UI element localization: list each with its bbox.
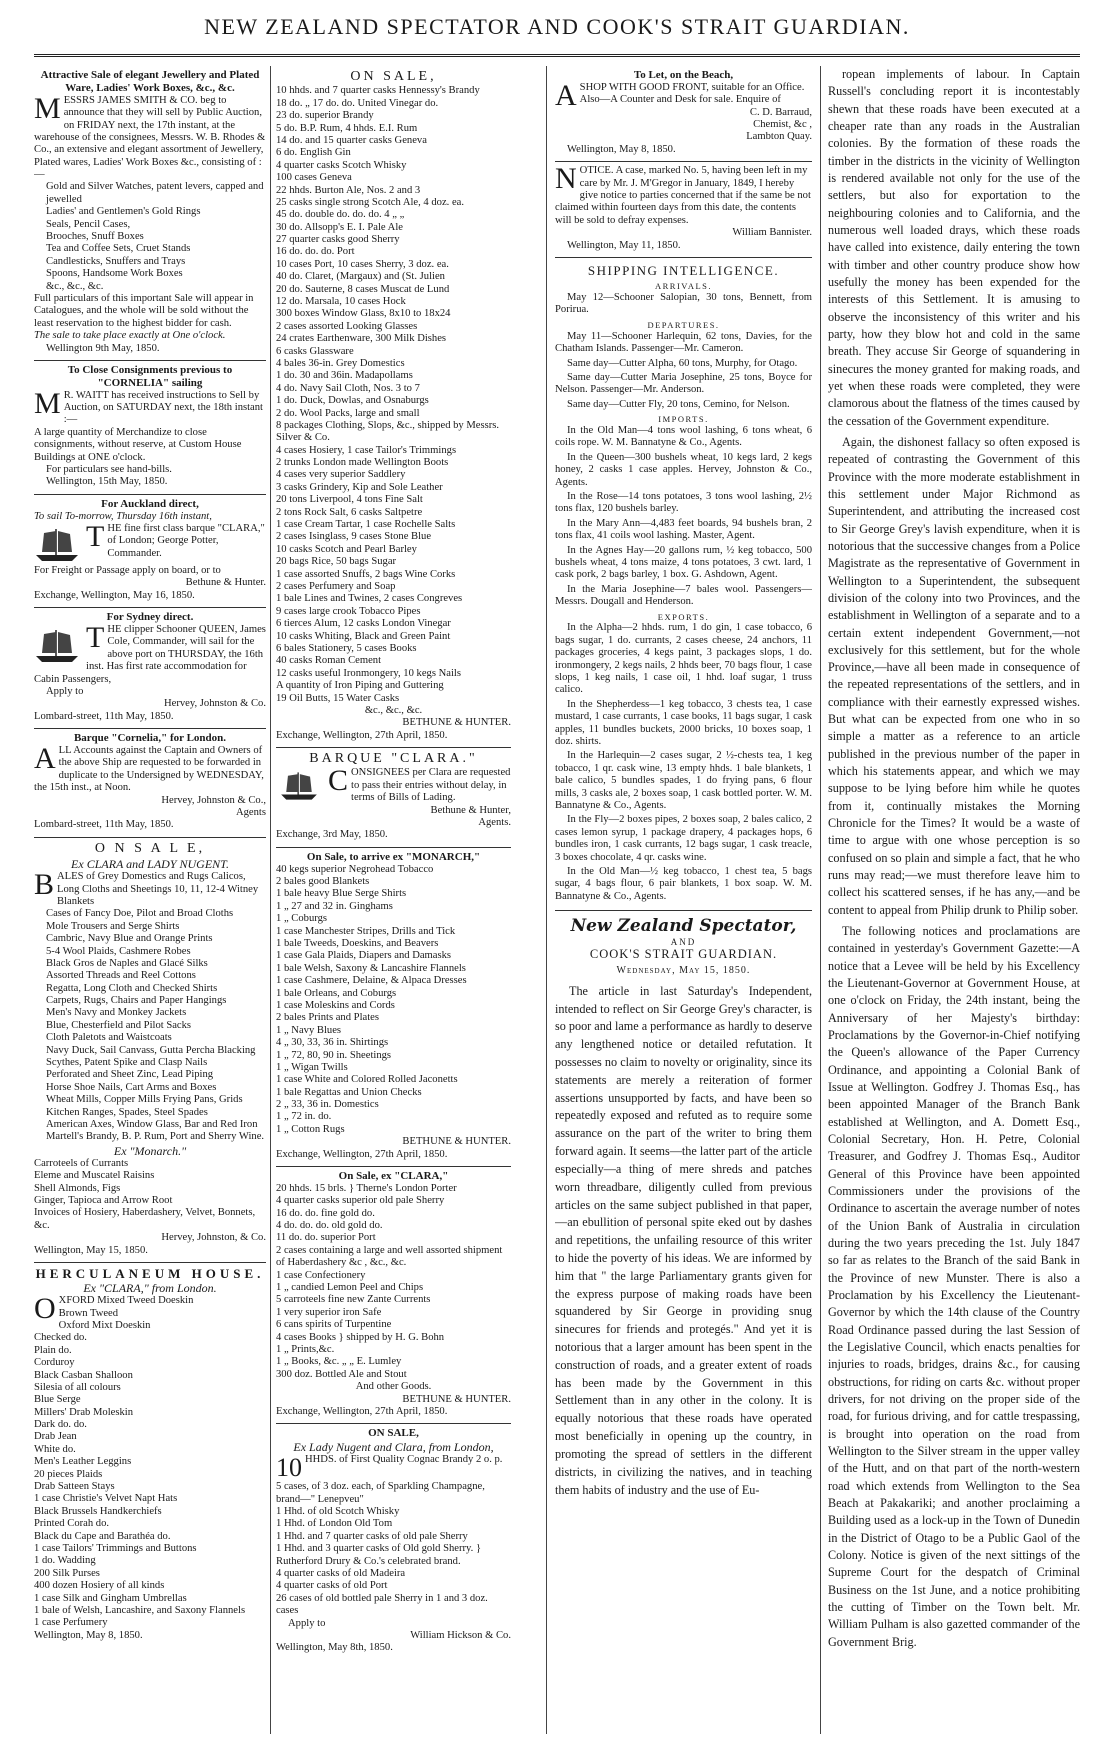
list-item: Eleme and Muscatel Raisins	[34, 1170, 155, 1182]
column-4	[828, 66, 1080, 1734]
list-item: Dark do. do.	[34, 1419, 87, 1431]
list-item: 4 do. do. do. old gold do.	[276, 1220, 383, 1232]
ad-agent: Hervey, Johnston & Co.,	[161, 794, 266, 806]
shipping-intelligence	[555, 258, 812, 911]
ad-subtitle: Ex Lady Nugent and Clara, from London,	[293, 1440, 494, 1455]
list-item: 1 „ 27 and 32 in. Ginghams	[276, 900, 393, 912]
list-item: 1 case Confectionery	[276, 1269, 366, 1281]
list-item: 100 cases Geneva	[276, 172, 352, 184]
column-divider	[270, 66, 271, 1734]
ship-icon	[34, 525, 80, 565]
ad-note: And other Goods.	[355, 1381, 432, 1393]
ad-agent: Bethune & Hunter,	[430, 804, 511, 816]
list-item: 2 cases Isinglass, 9 cases Stone Blue	[276, 531, 432, 543]
ad-body: HE fine first class barque "CLARA," of London; George Potter, Commander.	[107, 523, 265, 559]
column-divider	[546, 66, 547, 1734]
list-item: Tea and Coffee Sets, Cruet Stands	[46, 243, 191, 255]
list-item: 40 do. Claret, (Margaux) and (St. Julien	[276, 271, 445, 283]
list-item: 1 bale Welsh, Saxony & Lancashire Flannels	[276, 962, 466, 974]
list-item: 14 do. and 15 quarter casks Geneva	[276, 134, 427, 146]
list-item: 10 casks Scotch and Pearl Barley	[276, 543, 417, 555]
list-item: 10 cases Port, 10 cases Sherry, 3 doz. ea.	[276, 258, 449, 270]
ad-title: On Sale, ex "CLARA,"	[338, 1170, 449, 1183]
list-paragraph: In the Shepherdess—1 keg tobacco, 3 chests tea, 1 case mustard, 1 case currants, 1 case books, 11 bags sugar, 1 cask apples, 11 bundles buckets, 2000 bricks, 10 boxes soap, 1 doz. shirts.	[555, 698, 812, 747]
ship-icon	[276, 769, 322, 803]
ad-body: R. WAITT has received instructions to Sell by Auction, on SATURDAY next, the 18th instant :—	[63, 389, 264, 426]
item-list	[34, 1158, 266, 1232]
list-paragraph: In the Harlequin—2 cases sugar, 2 ½-chests tea, 1 keg tobacco, 1 qr. cask wine, 13 empty hhds. 1 bale blankets, 1 bale calico, 5 bundles spades, 1 do frying pans, 6 flour mills, 3 casks ale, 2 boxes soap, 1 cask bottled porter. W. M. Bannatyne & Co., Agents.	[555, 750, 812, 811]
list-item: Spoons, Handsome Work Boxes	[46, 268, 183, 280]
list-item: Scythes, Patent Spike and Clasp Nails	[46, 1057, 208, 1069]
list-item: 10 hhds. and 7 quarter casks Hennessy's Brandy	[276, 85, 480, 97]
list-item: Cambric, Navy Blue and Orange Prints	[46, 933, 213, 945]
editorial-date: Wednesday, May 15, 1850.	[616, 965, 751, 977]
ad-body: HE clipper Schooner QUEEN, James Cole, Commander, will sail for the above port on THURSDAY, the 16th inst. Has first rate accommodation for Cabin Passengers,	[34, 624, 266, 685]
list-item: 1 do. Wadding	[34, 1555, 96, 1567]
ad-date: Wellington, May 15, 1850.	[34, 1244, 148, 1256]
list-item: 19 Oil Butts, 15 Water Casks	[276, 692, 400, 704]
ad-agent: Chemist, &c ,	[753, 119, 812, 131]
list-item: Blue, Chesterfield and Pilot Sacks	[46, 1019, 192, 1031]
ad-title: For Sydney direct.	[106, 611, 194, 624]
ad-body: LL Accounts against the Captain and Owners of the above Ship are requested to be forwarded in duplicate to the Undersigned by WEDNESDAY, the 15th inst., at Noon.	[34, 745, 264, 794]
list-item: 1 Hhd. of old Scotch Whisky	[276, 1505, 400, 1517]
list-item: Corduroy	[34, 1357, 75, 1369]
list-item: 4 quarter casks superior old pale Sherry	[276, 1195, 445, 1207]
list-item: 1 Hhd. of London Old Tom	[276, 1518, 393, 1530]
ad-sydney: For Sydney direct. THE clipper Schooner QUEEN, James Cole, Commander, will sail for the above port on THURSDAY, the 16th inst. Has first rate accommodation for Cabin Passengers, Apply to Hervey, Johnston & Co. Lombard-street, 11th May, 1850.	[34, 608, 266, 729]
list-item: Silesia of all colours	[34, 1381, 121, 1393]
list-item: 4 cases very superior Saddlery	[276, 469, 406, 481]
list-item: Ginger, Tapioca and Arrow Root	[34, 1194, 173, 1206]
list-item: Men's Navy and Monkey Jackets	[46, 1007, 187, 1019]
list-item: 45 do. double do. do. do. 4 „ „	[276, 209, 405, 221]
paper-name-2: COOK'S STRAIT GUARDIAN.	[589, 947, 778, 962]
ad-date: Exchange, Wellington, 27th April, 1850.	[276, 1148, 448, 1160]
list-item: Printed Corah do.	[34, 1518, 110, 1530]
ad-date: Lombard-street, 11th May, 1850.	[34, 819, 174, 831]
list-paragraph: May 11—Schooner Harlequin, 62 tons, Davies, for the Chatham Islands. Passenger—Mr. Cameron.	[555, 330, 812, 355]
ad-notice: NOTICE. A case, marked No. 5, having been left in my care by Mr. J. M'Gregor in January, 1849, I hereby give notice to parties concerned that if the same be not claimed within fourteen days from this date, the contents will be sold to defray expenses. William Bannister. Wellington, May 11, 1850.	[555, 162, 812, 258]
ad-auckland: For Auckland direct, To sail To-morrow, Thursday 16th instant, THE fine first class barque "CLARA," of London; George Potter, Commander. For Freight or Passage apply on board, or to Bethune & Hunter. Exchange, Wellington, May 16, 1850.	[34, 495, 266, 608]
list-item: 6 casks Glassware	[276, 345, 354, 357]
item-list	[276, 1195, 511, 1381]
ad-title: ON SALE,	[368, 1427, 419, 1440]
item-list	[276, 85, 511, 705]
list-paragraph: In the Old Man—4 tons wool lashing, 6 tons wheat, 6 coils rope. W. M. Bannatyne & Co., Agents.	[555, 425, 812, 449]
top-rule	[34, 54, 1080, 57]
list-item: 4 quarter casks of old Madeira	[276, 1567, 406, 1579]
list-item: 4 quarter casks Scotch Whisky	[276, 159, 407, 171]
ad-agent: Hervey, Johnston, & Co.	[161, 1232, 266, 1244]
list-item: &c., &c., &c.	[46, 280, 104, 292]
ad-agent: Lambton Quay.	[746, 131, 812, 143]
list-paragraph: Same day—Cutter Fly, 20 tons, Cemino, for Nelson.	[567, 398, 790, 410]
ad-subtitle: Ex "Monarch."	[113, 1143, 187, 1158]
paper-and: AND	[670, 936, 697, 947]
list-item: Shell Almonds, Figs	[34, 1182, 121, 1194]
list-paragraph: In the Mary Ann—4,483 feet boards, 94 bushels bran, 2 tons flax, 41 coils wool lashing. Master, Agent.	[555, 517, 812, 542]
list-item: 1 do. Duck, Dowlas, and Osnaburgs	[276, 395, 429, 407]
list-item: 1 „ Navy Blues	[276, 1024, 342, 1036]
list-item: 4 bales 36-in. Grey Domestics	[276, 357, 405, 369]
list-item: 4 „ 30, 33, 36 in. Shirtings	[276, 1037, 389, 1049]
list-item: Carpets, Rugs, Chairs and Paper Hangings	[46, 995, 227, 1007]
list-item: 1 bale Tweeds, Doeskins, and Beavers	[276, 938, 439, 949]
list-item: 22 hhds. Burton Ale, Nos. 2 and 3	[276, 184, 421, 196]
list-paragraph: In the Old Man—½ keg tobacco, 1 chest tea, 5 bags sugar, 4 bags flour, 6 pair blankets, 1 box soap. W. M. Bannatyne & Co., Agents.	[555, 865, 812, 902]
column-divider	[820, 66, 821, 1734]
list-item: 1 case Silk and Gingham Umbrellas	[34, 1592, 187, 1604]
ad-body: ESSRS JAMES SMITH & CO. beg to announce that they will sell by Public Auction, on FRIDAY next, the 17th instant, at the warehouse of the consignees, Messrs. W. B. Rhodes & Co., an extensive and elegant assortment of Jewellery, Plated wares, Ladies' Work Boxes &c., consisting of :—	[34, 94, 266, 181]
sub-heading: DEPARTURES.	[647, 319, 720, 330]
ad-body: For Freight or Passage apply on board, or to	[34, 565, 221, 577]
list-item: 8 packages Clothing, Slops, &c., shipped by Messrs. Silver & Co.	[276, 419, 500, 444]
list-item: 4 cases Books } shipped by H. G. Bohn	[276, 1331, 445, 1343]
ad-date: Wellington, May 11, 1850.	[567, 239, 681, 251]
list-paragraph: In the Agnes Hay—20 gallons rum, ½ keg tobacco, 500 bushels wheat, 4 tons maize, 4 tons potatoes, 3 cwt. lard, 1 cask pork, 2 bags barley, 1 box. G. Ashdown, Agent.	[555, 544, 812, 581]
list-item: 20 do. Sauterne, 8 cases Muscat de Lund	[276, 283, 450, 295]
list-item: Drab Jean	[34, 1431, 77, 1443]
list-item: 2 tons Rock Salt, 6 casks Saltpetre	[276, 506, 423, 518]
list-item: 12 casks useful Ironmongery, 10 kegs Nails	[276, 667, 461, 679]
paragraph: ropean implements of labour. In Captain Russell's concluding report it is incontestably shewn that these roads have been executed at a cheaper rate than any roads in the Australian colonies. By the formation of these roads the timber in the districts in the vicinity of Wellington is rendered available not only for the use of the settlers, but also for exportation to the neighbouring colonies and to California, and the numerous well loaded drays, which these roads have called into existence, daily entering the town with timber and other country produce show how usefully the money has been expended for the interests of this Settlement. It is amusing to observe the inconsistency of this writer and his party, how they blow hot and cold in the same breath. They accuse Sir George of squandering in sinecures the money granted for making roads, and yet when these roads were completed, they were clamorous about the flatness of the times caused by the cessation of the Government expenditure.	[828, 67, 1080, 428]
list-item: 1 bale heavy Blue Serge Shirts	[276, 888, 407, 900]
list-item: 1 case Christie's Velvet Napt Hats	[34, 1493, 178, 1505]
ad-title: O N S A L E,	[94, 840, 206, 856]
list-item: 27 quarter casks good Sherry	[276, 234, 400, 246]
ad-date: Exchange, Wellington, 27th April, 1850.	[276, 1405, 448, 1417]
list-item: 3 casks Grindery, Kip and Sole Leather	[276, 481, 443, 493]
list-item: 1 case Tailors' Trimmings and Buttons	[34, 1542, 197, 1554]
list-item: 300 doz. Bottled Ale and Stout	[276, 1368, 407, 1380]
item-list	[34, 181, 266, 293]
ad-title: ON SALE,	[350, 69, 437, 84]
list-item: 6 cans spirits of Turpentine	[276, 1319, 392, 1331]
list-item: 1 „ Prints,&c.	[276, 1343, 335, 1355]
ad-date: Wellington, May 8th, 1850.	[276, 1642, 393, 1654]
ad-date: Wellington, 15th May, 1850.	[46, 476, 168, 488]
ad-body: ONSIGNEES per Clara are requested to pass their entries without delay, in terms of Bills of Lading.	[351, 767, 511, 804]
list-item: 4 do. Navy Sail Cloth, Nos. 3 to 7	[276, 382, 420, 394]
list-item: 2 bales Prints and Plates	[276, 1012, 379, 1024]
ad-body: SHOP WITH GOOD FRONT, suitable for an Office. Also—A Counter and Desk for sale. Enquire of	[579, 81, 805, 106]
ad-date: Exchange, Wellington, May 16, 1850.	[34, 589, 195, 601]
departures-list	[555, 331, 812, 411]
list-item: 12 do. Marsala, 10 cases Hock	[276, 296, 406, 308]
ad-agents: Agents.	[478, 817, 511, 829]
list-item: 5-4 Wool Plaids, Cashmere Robes	[46, 945, 191, 957]
list-item: 4 cases Hosiery, 1 case Tailor's Trimmings	[276, 444, 457, 456]
list-item: Ladies' and Gentlemen's Gold Rings	[46, 206, 201, 218]
list-item: Navy Duck, Sail Canvass, Gutta Percha Blacking	[46, 1044, 256, 1056]
list-paragraph: Same day—Cutter Alpha, 60 tons, Murphy, for Otago.	[567, 357, 798, 369]
list-item: American Axes, Window Glass, Bar and Red Iron	[46, 1118, 258, 1130]
ad-subtitle: To sail To-morrow, Thursday 16th instant,	[34, 510, 212, 522]
list-item: 10 casks Whiting, Black and Green Paint	[276, 630, 451, 642]
list-item: 1 „ Wigan Twills	[276, 1061, 348, 1073]
list-item: 20 pieces Plaids	[34, 1468, 103, 1480]
list-item: 200 Silk Purses	[34, 1567, 100, 1579]
section-title: SHIPPING INTELLIGENCE.	[587, 262, 780, 278]
list-item: 1 „ 72, 80, 90 in. Sheetings	[276, 1049, 392, 1061]
editorial-continued	[828, 66, 1080, 1651]
ad-body: A large quantity of Merchandize to close consignments, without reserve, at Custom House Buildings at ONE o'clock.	[34, 426, 242, 463]
list-item: Martell's Brandy, B. P. Rum, Port and Sherry Wine.	[46, 1131, 265, 1143]
ad-porter: 20 hhds. 15 brls. } Therne's London Porter	[276, 1182, 457, 1194]
list-item: Mole Trousers and Serge Shirts	[46, 920, 180, 932]
list-item: 6 tierces Alum, 12 casks London Vinegar	[276, 618, 451, 630]
ad-jewellery: Attractive Sale of elegant Jewellery and Plated Ware, Ladies' Work Boxes, &c., &c. MESSRS JAMES SMITH & CO. beg to announce that they will sell by Public Auction, on FRIDAY next, the 17th instant, at the warehouse of the consignees, Messrs. W. B. Rhodes & Co., an extensive and elegant assortment of Jewellery, Plated wares, Ladies' Work Boxes &c., consisting of :— Gold and Silver Watches, patent levers, capped and jewelled Ladies' and Gentlemen's Gold Rings Seals, Pencil Cases, Brooches, Snuff Boxes Tea and Coffee Sets, Cruet Stands Candlesticks, Snuffers and Trays Spoons, Handsome Work Boxes &c., &c., &c. Full particulars of this important Sale will appear in Catalogues, and the whole will be sold without the least reservation to the highest bidder for cash. The sale to take place exactly at One o'clock. Wellington 9th May, 1850.	[34, 66, 266, 361]
list-item: 1 case Cream Tartar, 1 case Rochelle Salts	[276, 519, 456, 531]
masthead: NEW ZEALAND SPECTATOR AND COOK'S STRAIT GUARDIAN.	[204, 14, 910, 39]
paragraph: The article in last Saturday's Independent, intended to reflect on Sir George Grey's character, is so poor and lame a performance as hardly to deserve any lengthened notice or detailed refutation. It possesses no claim to novelty or originality, since its statements are merely a reiteration of former assertions unsupported by facts, and have been so repeatedly exposed and refuted as to require some assurance on the part of the writer to bring them forward again. It seems—the latter part of the article especially—a thing of mere shreds and patches worn threadbare, diligently culled from previous articles on the same subject published in that paper,—an ebullition of personal spite eked out by dashes and repetitions, the unfailing resource of this writer to hide the poverty of his ideas. We are informed by him that " the large Parliamentary grants given for the express purpose of making roads have been squandered by Sir George in providing snug sinecures for friends and protegés." And yet it is notorious that a larger amount has been spent in the construction of roads, and a greater extent of roads has been made by the Government in this Settlement than in any other in the colony. It is equally notorious that these roads have operated most beneficially in opening up the country, in promoting the spread of settlers in the different districts, in civilizing the natives, and in teaching them habits of industry and the use of Eu-	[555, 983, 812, 1497]
editorial	[555, 917, 812, 1499]
list-item: 1 bale of Welsh, Lancashire, and Saxony Flannels	[34, 1604, 246, 1616]
ad-title: On Sale, to arrive ex "MONARCH,"	[306, 850, 481, 863]
list-item: 2 cases assorted Looking Glasses	[276, 320, 418, 332]
ad-body: HHDS. of First Quality Cognac Brandy 2 o. p.	[305, 1454, 503, 1466]
paragraph: Again, the dishonest fallacy so often exposed is repeated of contrasting the Government of this Province with the more moderate establishment in this settlement under Major Richmond as Superintendent, and attributing the increased cost to Sir George Grey's lavish expenditure, when it is notorious that the successive changes from a Police Magistrate as the representative of Government in Wellington to a Superintendent, the subsequent division of the colony into two Provinces, and the establishment in Wellington of a separate and to a certain extent independent Government,—not exclusively for this settlement, but for the whole Province,—have all been made in consequence of the repeated representations of the settlers, and in compliance with their earnestly expressed wishes. But what can be expected from one who in so simple a matter as a reference to an article published in the previous number of the paper in which his statements appear, and which we may suppose to be lying before him while he quotes from it, continually mistakes the Morning Chronicle for the Times? It would be a waste of time to argue with one whose perception is so confused on so plain and simple a fact, that he who runs may read;—we must therefore leave him to collect his scattered senses, if he has any,—and be content to appeal from Philip drunk to Philip sober.	[828, 434, 1080, 917]
list-item: 11 do. do. superior Port	[276, 1232, 376, 1244]
list-item: 1 case Moleskins and Cords	[276, 999, 395, 1011]
ad-title: To Close Consignments previous to "CORNELIA" sailing	[67, 363, 233, 389]
list-item: 1 „ Books, &c. „ „ E. Lumley	[276, 1356, 402, 1368]
ad-agent: BETHUNE & HUNTER.	[402, 717, 511, 729]
sub-heading: ARRIVALS.	[654, 281, 713, 292]
list-item: 2 „ 33, 36 in. Domestics	[276, 1099, 379, 1111]
list-item: 40 kegs superior Negrohead Tobacco	[276, 863, 434, 875]
list-item: 5 carroteels fine new Zante Currents	[276, 1294, 431, 1306]
list-item: 1 case assorted Snuffs, 2 bags Wine Corks	[276, 568, 456, 580]
ad-brandy: ON SALE, Ex Lady Nugent and Clara, from London, 10 HHDS. of First Quality Cognac Brandy 2 o. p. 5 cases, of 3 doz. each, of Sparkling Champagne, brand—" Lenepveu" 1 Hhd. of old Scotch Whisky 1 Hhd. of London Old Tom 1 Hhd. and 7 quarter casks of old pale Sherry 1 Hhd. and 3 quarter casks of Old gold Sherry. } Rutherford Drury & Co.'s celebrated brand. 4 quarter casks of old Madeira 4 quarter casks of old Port 26 cases of old bottled pale Sherry in 1 and 3 doz. cases Apply to William Hickson & Co. Wellington, May 8th, 1850.	[276, 1427, 511, 1654]
ad-etc: &c., &c., &c.	[364, 704, 423, 716]
list-item: Checked do.	[34, 1332, 87, 1344]
ad-date: Lombard-street, 11th May, 1850.	[34, 710, 174, 722]
list-item: Brown Tweed	[58, 1307, 119, 1319]
ad-herculaneum: HERCULANEUM HOUSE. Ex "CLARA," from London. O XFORD Mixed Tweed Doeskin Brown Tweed Oxford Mixt Doeskin Checked do. Plain do. Corduroy Black Casban Shalloon Silesia of all colours Blue Serge Millers' Drab Moleskin Dark do. do. Drab Jean White do. Men's Leather Leggins 20 pieces Plaids Drab Satteen Stays 1 case Christie's Velvet Napt Hats Black Brussels Handkerchiefs Printed Corah do. Black du Cape and Barathéa do. 1 case Tailors' Trimmings and Buttons 1 do. Wadding 200 Silk Purses 400 dozen Hosiery of all kinds 1 case Silk and Gingham Umbrellas 1 bale of Welsh, Lancashire, and Saxony Flannels 1 case Perfumery Wellington, May 8, 1850.	[34, 1265, 265, 1641]
list-item: 1 case Cashmere, Delaine, & Alpaca Dresses	[276, 975, 467, 987]
list-item: 1 bale Orleans, and Coburgs	[276, 987, 397, 999]
ad-title: Attractive Sale of elegant Jewellery and Plated Ware, Ladies' Work Boxes, &c., &c.	[40, 69, 260, 94]
ad-title: BARQUE "CLARA."	[309, 751, 478, 767]
ad-agent: BETHUNE & HUNTER.	[402, 1393, 511, 1405]
ad-ex-clara	[276, 1167, 511, 1424]
list-item: Millers' Drab Moleskin	[34, 1406, 134, 1418]
list-item: Assorted Threads and Reel Cottons	[46, 970, 196, 982]
item-list	[276, 864, 511, 1137]
list-item: Men's Leather Leggins	[34, 1456, 132, 1468]
list-item: Oxford Mixt Doeskin	[58, 1319, 151, 1331]
list-paragraph: In the Queen—300 bushels wheat, 10 kegs lard, 2 kegs honey, 2 casks 1 case apples. Hervey, Johnston & Co., Agents.	[555, 451, 812, 488]
ad-agents: Agents	[235, 806, 266, 818]
item-list	[276, 1481, 511, 1617]
ad-title: Barque "Cornelia," for London.	[73, 732, 227, 745]
list-item: Blue Serge	[34, 1394, 81, 1406]
list-item: 1 „ Cotton Rugs	[276, 1123, 345, 1135]
list-item: 1 do. 30 and 36in. Madapollams	[276, 370, 413, 382]
list-item: Perforated and Sheet Zinc, Lead Piping	[46, 1069, 214, 1081]
list-item: 300 boxes Window Glass, 8x10 to 18x24	[276, 308, 451, 320]
list-item: 1 case Manchester Stripes, Drills and Tick	[276, 925, 456, 937]
list-item: Seals, Pencil Cases,	[46, 218, 131, 230]
list-item: XFORD Mixed Tweed Doeskin	[58, 1295, 194, 1307]
list-item: 1 very superior iron Safe	[276, 1306, 382, 1318]
ad-cornelia: To Close Consignments previous to "CORNELIA" sailing M R. WAITT has received instructions to Sell by Auction, on SATURDAY next, the 18th instant :— A large quantity of Merchandize to close consignments, without reserve, at Custom House Buildings at ONE o'clock. For particulars see hand-bills. Wellington, 15th May, 1850.	[34, 361, 266, 495]
ad-subtitle: Ex "CLARA," from London.	[83, 1281, 217, 1296]
column-2	[276, 66, 511, 1734]
ad-body: OTICE. A case, marked No. 5, having been left in my care by Mr. J. M'Gregor in January, 1849, I hereby give notice to parties concerned that if the same be not claimed within fourteen days from this date, the contents will be sold to defray expenses.	[555, 165, 811, 226]
list-item: 1 bale Lines and Twines, 2 cases Congreves	[276, 593, 463, 605]
list-item: Cases of Fancy Doe, Pilot and Broad Cloths	[46, 908, 234, 920]
ad-subtitle: Ex CLARA and LADY NUGENT.	[71, 857, 229, 872]
ad-on-sale-spirits	[276, 66, 511, 748]
list-item: 5 do. B.P. Rum, 4 hhds. E.I. Rum	[276, 122, 418, 134]
list-item: Black Casban Shalloon	[34, 1369, 133, 1381]
list-item: Black Gros de Naples and Glacé Silks	[46, 957, 208, 969]
list-item: Kitchen Ranges, Spades, Steel Spades	[46, 1106, 208, 1118]
ad-agent: C. D. Barraud,	[749, 106, 812, 118]
exports-list	[555, 622, 812, 903]
ad-body: Full particulars of this important Sale will appear in Catalogues, and the whole will be sold without the least reservation to the highest bidder for cash.	[34, 292, 254, 329]
item-list	[34, 1295, 266, 1630]
list-item: 1 „ Coburgs	[276, 913, 328, 925]
ad-agent: William Bannister.	[732, 227, 812, 239]
list-item: 1 „ 72 in. do.	[276, 1111, 332, 1123]
list-item: White do.	[34, 1443, 76, 1455]
list-item: 2 do. Wool Packs, large and small	[276, 407, 420, 419]
list-item: 16 do. do. fine gold do.	[276, 1207, 375, 1219]
list-item: A quantity of Iron Piping and Guttering	[276, 680, 444, 692]
ad-barque-clara: BARQUE "CLARA." CONSIGNEES per Clara are requested to pass their entries without delay, in terms of Bills of Lading. Bethune & Hunter, Agents. Exchange, 3rd May, 1850.	[276, 748, 511, 848]
list-item: 18 do. „ 17 do. do. United Vinegar do.	[276, 97, 439, 109]
ad-date: Wellington 9th May, 1850.	[46, 342, 160, 354]
ad-agent: Hervey, Johnston & Co.	[163, 698, 266, 710]
list-item: 2 cases Perfumery and Soap	[276, 581, 396, 592]
ad-date: Exchange, 3rd May, 1850.	[276, 829, 388, 841]
editorial-body	[555, 983, 812, 1500]
list-item: Wheat Mills, Copper Mills Frying Pans, Grids	[46, 1094, 243, 1106]
ad-date: Wellington, May 8, 1850.	[567, 143, 676, 155]
list-item: 6 do. English Gin	[276, 147, 351, 159]
list-item: 20 bags Rice, 50 bags Sugar	[276, 556, 397, 568]
list-item: 9 cases large crook Tobacco Pipes	[276, 605, 421, 617]
arrivals-list	[555, 292, 812, 317]
list-item: 1 case White and Colored Rolled Jaconetts	[276, 1074, 458, 1086]
list-paragraph: In the Maria Josephine—7 bales wool. Passengers—Messrs. Dougall and Henderson.	[555, 583, 812, 608]
ad-title: HERCULANEUM HOUSE.	[35, 1265, 265, 1281]
ad-apply: Apply to	[46, 686, 84, 697]
list-paragraph: In the Rose—14 tons potatoes, 3 tons wool lashing, 2½ tons flax, 120 bushels barley.	[555, 491, 812, 515]
list-item: 1 bale Regattas and Union Checks	[276, 1086, 422, 1098]
list-item: 26 cases of old bottled pale Sherry in 1 and 3 doz. cases	[276, 1592, 488, 1617]
list-item: 25 casks single strong Scotch Ale, 4 doz. ea.	[276, 196, 465, 208]
list-item: Cloth Paletots and Waistcoats	[46, 1032, 172, 1044]
ad-on-sale: O N S A L E, Ex CLARA and LADY NUGENT. BALES of Grey Domestics and Rugs Calicos, Long Cloths and Sheetings 10, 11, 12-4 Witney Blankets Cases of Fancy Doe, Pilot and Broad Cloths Mole Trousers and Serge Shirts Cambric, Navy Blue and Orange Prints 5-4 Wool Plaids, Cashmere Robes Black Gros de Naples and Glacé Silks Assorted Threads and Reel Cottons Regatta, Long Cloth and Checked Shirts Carpets, Rugs, Chairs and Paper Hangings Men's Navy and Monkey Jackets Blue, Chesterfield and Pilot Sacks Cloth Paletots and Waistcoats Navy Duck, Sail Canvass, Gutta Percha Blacking Scythes, Patent Spike and Clasp Nails Perforated and Sheet Zinc, Lead Piping Horse Shoe Nails, Cart Arms and Boxes Wheat Mills, Copper Mills Frying Pans, Grids Kitchen Ranges, Spades, Steel Spades American Axes, Window Glass, Bar and Red Iron Martell's Brandy, B. P. Rum, Port and Sherry Wine. Ex "Monarch." Carroteels of Currants Eleme and Muscatel Raisins Shell Almonds, Figs Ginger, Tapioca and Arrow Root Invoices of Hosiery, Haberdashery, Velvet, Bonnets, &c. Hervey, Johnston, & Co. Wellington, May 15, 1850.	[34, 838, 266, 1263]
sub-heading: IMPORTS.	[658, 414, 709, 425]
list-item: 40 casks Roman Cement	[276, 655, 382, 667]
ad-note: For particulars see hand-bills.	[46, 463, 172, 475]
list-paragraph: Same day—Cutter Maria Josephine, 25 tons, Boyce for Nelson. Passenger—Mr. Anderson.	[555, 371, 812, 396]
list-item: 1 Hhd. and 3 quarter casks of Old gold Sherry. } Rutherford Drury & Co.'s celebrated brand.	[276, 1543, 482, 1567]
ad-date: Wellington, May 8, 1850.	[34, 1629, 143, 1641]
ad-barque-cornelia: Barque "Cornelia," for London. ALL Accounts against the Captain and Owners of the above Ship are requested to be forwarded in duplicate to the Undersigned by WEDNESDAY, the 15th inst., at Noon. Hervey, Johnston & Co., Agents Lombard-street, 11th May, 1850.	[34, 729, 266, 838]
list-item: 30 do. Allsopp's E. I. Pale Ale	[276, 221, 403, 233]
ad-agent: William Hickson & Co.	[410, 1629, 511, 1641]
list-item: 5 cases, of 3 doz. each, of Sparkling Champagne, brand—" Lenepveu"	[276, 1481, 485, 1505]
list-item: Brooches, Snuff Boxes	[46, 231, 144, 243]
ad-date: Exchange, Wellington, 27th April, 1850.	[276, 729, 448, 741]
ship-icon	[34, 626, 80, 666]
list-item: 2 trunks London made Wellington Boots	[276, 457, 449, 469]
list-item: Candlesticks, Snuffers and Trays	[46, 255, 186, 267]
ad-agent: Bethune & Hunter.	[185, 577, 266, 589]
item-list	[34, 908, 266, 1143]
paper-name: New Zealand Spectator,	[570, 916, 797, 937]
list-item: Carroteels of Currants	[34, 1157, 129, 1169]
list-item: 1 „ candied Lemon Peel and Chips	[276, 1282, 424, 1294]
list-item: 23 do. superior Brandy	[276, 110, 374, 122]
list-item: 1 case Gala Plaids, Diapers and Damasks	[276, 950, 452, 962]
list-item: 2 cases containing a large and well assorted shipment of Haberdashery &c , &c., &c.	[276, 1244, 503, 1269]
ad-monarch	[276, 848, 511, 1167]
list-item: Drab Satteen Stays	[34, 1481, 115, 1493]
list-paragraph: May 12—Schooner Salopian, 30 tons, Bennett, from Porirua.	[555, 292, 812, 316]
list-item: Regatta, Long Cloth and Checked Shirts	[46, 982, 218, 994]
ad-title: To Let, on the Beach,	[633, 69, 734, 81]
ad-apply: Apply to	[288, 1617, 326, 1629]
list-item: 16 do. do. do. Port	[276, 246, 355, 258]
list-item: Black Brussels Handkerchiefs	[34, 1505, 162, 1517]
list-item: Black du Cape and Barathéa do.	[34, 1530, 171, 1542]
ad-title: For Auckland direct,	[101, 497, 199, 510]
list-item: Gold and Silver Watches, patent levers, capped and jewelled	[46, 181, 264, 205]
ad-body: ALES of Grey Domestics and Rugs Calicos, Long Cloths and Sheetings 10, 11, 12-4 Witney Blankets	[57, 871, 259, 907]
list-paragraph: In the Fly—2 boxes pipes, 2 boxes soap, 2 bales calico, 2 cases lemon syrup, 1 package drapery, 4 packages hops, 6 bundles iron, 1 cask currants, 12 bags sugar, 1 cask treacle, 3 boxes chocolate, 4 qr. casks wine.	[555, 814, 812, 863]
column-3	[555, 66, 812, 1734]
ad-note: The sale to take place exactly at One o'clock.	[34, 330, 226, 342]
ad-to-let: To Let, on the Beach, ASHOP WITH GOOD FRONT, suitable for an Office. Also—A Counter and Desk for sale. Enquire of C. D. Barraud, Chemist, &c , Lambton Quay. Wellington, May 8, 1850.	[555, 66, 812, 162]
list-item: 24 crates Earthenware, 300 Milk Dishes	[276, 333, 447, 345]
list-item: 1 Hhd. and 7 quarter casks of old pale Sherry	[276, 1530, 468, 1542]
sub-heading: EXPORTS.	[657, 611, 710, 622]
list-item: 2 bales good Blankets	[276, 876, 370, 888]
list-paragraph: In the Alpha—2 hhds. rum, 1 do gin, 1 case tobacco, 6 bags sugar, 1 do. currants, 2 cases cheese, 24 anchors, 11 packages groceries, 4 kegs paint, 3 packages slops, 1 do. ironmongery, 2 kegs nails, 2 hhds beer, 70 bags flour, 1 case slops, 1 keg nails, 1 case oil, 1 hhd. loaf sugar, 1 truss calico.	[555, 622, 812, 696]
list-item: Plain do.	[34, 1344, 72, 1356]
ad-agent: BETHUNE & HUNTER.	[402, 1136, 511, 1148]
list-item: Horse Shoe Nails, Cart Arms and Boxes	[46, 1081, 217, 1093]
paragraph: The following notices and proclamations are contained in yesterday's Government Gazette:—A notice that a Levee will be held by his Excellency the Lieutenant-Governor at Government House, at one o'clock on Friday, the 24th instant, being the Anniversary of her Majesty's birthday: Proclamations by the Governor-in-Chief notifying the Queen's allowance of the Paper Currency Ordinance, and appointing a Colonial Bank of Issue at Wellington. Godfrey J. Thomas Esq., has been appointed Manager of the Branch Bank established at Wellington, and A. Domett Esq., Colonial Secretary, Hon. H. Petre, Colonial Treasurer, and Godfrey J. Thomas Esq., Auditor General of this Province have been appointed Commissioners under the provisions of the Ordinance to ascertain the average number of notes of the Union Bank of Australia in circulation during the two years preceding the 1st. July 1847 so far as relates to the Branch of the said Bank in the Province of new Munster. There is also a Proclamation by his Excellency the Lieutenant-Governor by which the 14th clause of the Country Road Ordinance passed during the last Session of the Legislative Council, which enacts penalties for injuries to roads, bridges, drains &c., for causing obstructions, for riding on carts &c. without proper drivers, for not driving on the proper side of the road, for furious driving, and for cattle trespassing, is brought into operation on the road from Wellington to the Silver stream in the upper valley of the Hutt, and on that part of the north-western road which extends from Wellington to the Sea Beach at Pakakariki; and another proclaiming a Building used as a lock-up in the Town of Dunedin in the District of Otago to be a Public Gaol of the Colony. Notice is given of the next sittings of the Supreme Court for the despatch of Criminal Business on the 1st June, and a notice prohibiting the cutting of Timber on the Town belt. Mr. William Pulham is also gazetted commander of the Government Brig.	[828, 924, 1080, 1649]
imports-list	[555, 425, 812, 608]
list-item: 6 bales Stationery, 5 cases Books	[276, 642, 417, 654]
column-1	[34, 66, 266, 1734]
list-item: 1 case Perfumery	[34, 1617, 108, 1629]
list-item: 4 quarter casks of old Port	[276, 1580, 388, 1592]
list-item: Invoices of Hosiery, Haberdashery, Velvet, Bonnets, &c.	[34, 1207, 256, 1231]
list-item: 400 dozen Hosiery of all kinds	[34, 1580, 165, 1592]
list-item: 20 tons Liverpool, 4 tons Fine Salt	[276, 494, 423, 506]
